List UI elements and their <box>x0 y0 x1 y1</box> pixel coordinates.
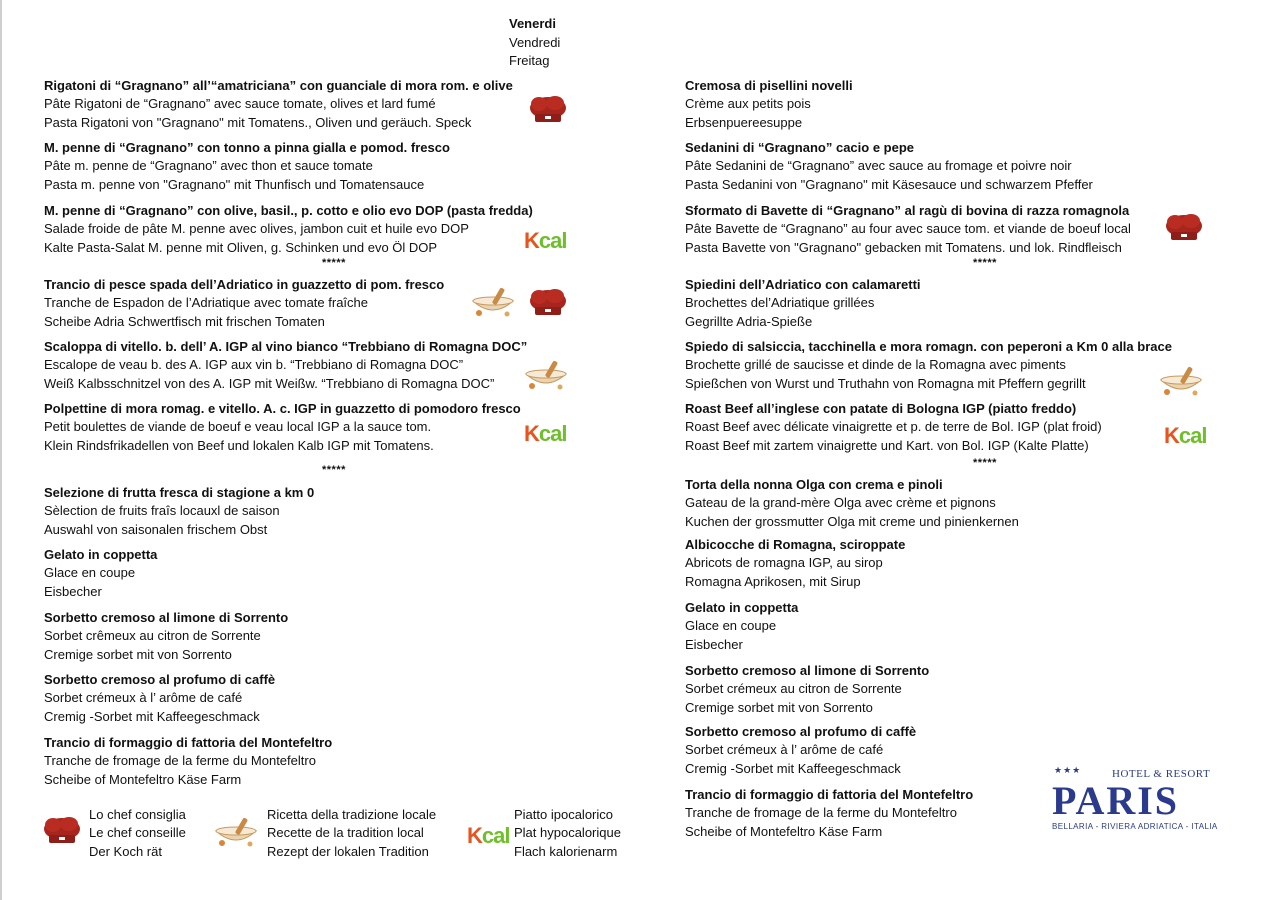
dish-title: Torta della nonna Olga con crema e pinoli <box>685 477 943 492</box>
dish-de: Cremig -Sorbet mit Kaffeegeschmack <box>685 760 901 776</box>
separator-stars: ***** <box>973 457 997 469</box>
dish-title: Gelato in coppetta <box>685 600 799 615</box>
dish-de: Kuchen der grossmutter Olga mit creme und pinienkernen <box>685 513 1019 529</box>
separator-stars: ***** <box>322 257 346 269</box>
day-de: Freitag <box>509 53 550 68</box>
dish-de: Cremig -Sorbet mit Kaffeegeschmack <box>44 708 260 724</box>
kcal-k: K <box>467 823 482 848</box>
dish-fr: Sorbet crémeux à l’ arôme de café <box>685 742 884 758</box>
dish-fr: Glace en coupe <box>685 618 777 634</box>
kcal-icon <box>1164 423 1206 449</box>
legend-fr: Recette de la tradition local <box>267 825 424 841</box>
kcal-icon <box>467 823 509 849</box>
legend-it: Ricetta della tradizione locale <box>267 807 437 822</box>
kcal-rest: cal <box>538 421 567 446</box>
day-fr: Vendredi <box>509 34 561 50</box>
dish-fr: Pâte Bavette de “Gragnano” au four avec sauce tom. et viande de boeuf local <box>685 221 1131 237</box>
dish-fr: Pâte Sedanini de “Gragnano” avec sauce au fromage et poivre noir <box>685 158 1072 174</box>
dish-title: Cremosa di pisellini novelli <box>685 78 853 93</box>
menu-item <box>44 202 584 257</box>
dish-de: Cremige sorbet mit von Sorrento <box>685 699 873 715</box>
dish-title: Sorbetto cremoso al profumo di caffè <box>685 724 917 739</box>
menu-item <box>685 476 1225 531</box>
menu-item <box>685 338 1225 393</box>
dish-title: Albicocche di Romagna, sciroppate <box>685 537 906 552</box>
dish-fr: Crème aux petits pois <box>685 96 811 112</box>
menu-item <box>44 77 584 132</box>
dish-fr: Sèlection de fruits fraîs locauxl de saison <box>44 503 280 519</box>
separator-stars: ***** <box>973 257 997 269</box>
kcal-rest: cal <box>481 823 510 848</box>
menu-item <box>685 400 1225 455</box>
chef-hat-icon <box>527 94 569 126</box>
menu-item <box>685 662 1225 717</box>
dish-title: Gelato in coppetta <box>44 547 158 562</box>
menu-item <box>44 546 584 601</box>
separator-stars: ***** <box>322 464 346 476</box>
dish-de: Roast Beef mit zartem vinaigrette und Kart. von Bol. IGP (Kalte Platte) <box>685 437 1089 453</box>
logo-location: BELLARIA - RIVIERA ADRIATICA - ITALIA <box>1052 822 1218 831</box>
dish-de: Pasta Rigatoni von "Gragnano" mit Tomatens., Oliven und geräuch. Speck <box>44 114 472 130</box>
chef-hat-icon <box>527 287 569 319</box>
legend-chef <box>89 806 186 861</box>
kcal-icon <box>524 228 566 254</box>
mortar-pestle-icon <box>212 815 260 849</box>
dish-fr: Roast Beef avec délicate vinaigrette et p. de terre de Bol. IGP (plat froid) <box>685 419 1102 435</box>
dish-de: Eisbecher <box>685 636 743 652</box>
dish-fr: Salade froide de pâte M. penne avec olives, jambon cuit et huile evo DOP <box>44 221 469 237</box>
chef-hat-icon <box>1163 212 1205 244</box>
mortar-pestle-icon <box>469 285 517 319</box>
dish-fr: Abricots de romagna IGP, au sirop <box>685 555 883 571</box>
menu-item <box>685 77 1225 132</box>
dish-title: Trancio di pesce spada dell’Adriatico in guazzetto di pom. fresco <box>44 277 445 292</box>
dish-fr: Glace en coupe <box>44 565 136 581</box>
dish-title: Sorbetto cremoso al profumo di caffè <box>44 672 276 687</box>
dish-fr: Sorbet crémeux à l’ arôme de café <box>44 690 243 706</box>
dish-title: Selezione di frutta fresca di stagione a km 0 <box>44 485 315 500</box>
legend-de: Rezept der lokalen Tradition <box>267 843 429 859</box>
menu-item <box>44 139 584 194</box>
dish-title: Scaloppa di vitello. b. dell’ A. IGP al vino bianco “Trebbiano di Romagna DOC” <box>44 339 528 354</box>
dish-title: Polpettine di mora romag. e vitello. A. c. IGP in guazzetto di pomodoro fresco <box>44 401 521 416</box>
legend-it: Lo chef consiglia <box>89 807 186 822</box>
dish-de: Scheibe of Montefeltro Käse Farm <box>685 823 883 839</box>
dish-fr: Tranche de fromage de la ferme du Montefeltro <box>685 805 957 821</box>
dish-title: Trancio di formaggio di fattoria del Montefeltro <box>685 787 974 802</box>
dish-de: Gegrillte Adria-Spieße <box>685 313 813 329</box>
dish-title: Sorbetto cremoso al limone di Sorrento <box>44 610 289 625</box>
menu-item <box>685 599 1225 654</box>
dish-fr: Petit boulettes de viande de boeuf e veau local IGP a la sauce tom. <box>44 419 432 435</box>
dish-fr: Tranche de Espadon de l’Adriatique avec tomate fraîche <box>44 295 368 311</box>
dish-fr: Sorbet crêmeux au citron de Sorrente <box>44 628 261 644</box>
dish-de: Weiß Kalbsschnitzel von des A. IGP mit Weißw. “Trebbiano di Romagna DOC” <box>44 375 495 391</box>
dish-title: Rigatoni di “Gragnano” all’“amatriciana” con guanciale di mora rom. e olive <box>44 78 513 93</box>
dish-de: Auswahl von saisonalen frischem Obst <box>44 521 268 537</box>
dish-de: Pasta m. penne von "Gragnano" mit Thunfisch und Tomatensauce <box>44 176 425 192</box>
dish-title: Sedanini di “Gragnano” cacio e pepe <box>685 140 914 155</box>
kcal-k: K <box>524 228 539 253</box>
legend-tradition <box>267 806 436 861</box>
dish-fr: Pâte m. penne de “Gragnano” avec thon et sauce tomate <box>44 158 373 174</box>
menu-item <box>685 202 1225 257</box>
kcal-k: K <box>524 421 539 446</box>
kcal-rest: cal <box>1178 423 1207 448</box>
dish-de: Erbsenpuereesuppe <box>685 114 803 130</box>
dish-fr: Sorbet crémeux au citron de Sorrente <box>685 681 902 697</box>
menu-item <box>44 484 584 539</box>
day-header <box>509 15 560 71</box>
dish-title: Trancio di formaggio di fattoria del Montefeltro <box>44 735 333 750</box>
chef-hat-icon <box>41 815 83 847</box>
dish-fr: Escalope de veau b. des A. IGP aux vin b. “Trebbiano di Romagna DOC” <box>44 357 464 373</box>
menu-item <box>44 671 584 726</box>
kcal-k: K <box>1164 423 1179 448</box>
dish-de: Kalte Pasta-Salat M. penne mit Oliven, g. Schinken und evo Öl DOP <box>44 239 438 255</box>
dish-title: M. penne di “Gragnano” con tonno a pinna gialla e pomod. fresco <box>44 140 450 155</box>
legend-fr: Plat hypocalorique <box>514 825 621 841</box>
legend-fr: Le chef conseille <box>89 825 186 841</box>
dish-fr: Gateau de la grand-mère Olga avec crème et pignons <box>685 495 996 511</box>
mortar-pestle-icon <box>1157 364 1205 398</box>
kcal-icon <box>524 421 566 447</box>
legend-kcal <box>514 806 621 861</box>
dish-fr: Pâte Rigatoni de “Gragnano” avec sauce tomate, olives et lard fumé <box>44 96 436 112</box>
legend-it: Piatto ipocalorico <box>514 807 613 822</box>
logo-name: PARIS <box>1052 778 1180 823</box>
dish-de: Eisbecher <box>44 583 102 599</box>
dish-fr: Brochette grillé de saucisse et dinde de la Romagna avec piments <box>685 357 1066 373</box>
menu-item <box>685 276 1225 331</box>
dish-de: Pasta Bavette von "Gragnano" gebacken mit Tomatens. und lok. Rindfleisch <box>685 239 1122 255</box>
dish-de: Pasta Sedanini von "Gragnano" mit Käsesauce und schwarzem Pfeffer <box>685 176 1093 192</box>
dish-title: M. penne di “Gragnano” con olive, basil., p. cotto e olio evo DOP (pasta fredda) <box>44 203 533 218</box>
legend-de: Der Koch rät <box>89 843 162 859</box>
dish-de: Scheibe of Montefeltro Käse Farm <box>44 771 242 787</box>
menu-item <box>44 609 584 664</box>
mortar-pestle-icon <box>522 358 570 392</box>
logo-tagline: HOTEL & RESORT <box>1112 768 1211 780</box>
dish-title: Spiedini dell’Adriatico con calamaretti <box>685 277 921 292</box>
menu-item <box>44 338 584 393</box>
kcal-rest: cal <box>538 228 567 253</box>
menu-item <box>685 139 1225 194</box>
dish-title: Sorbetto cremoso al limone di Sorrento <box>685 663 930 678</box>
dish-title: Roast Beef all’inglese con patate di Bologna IGP (piatto freddo) <box>685 401 1077 416</box>
dish-de: Klein Rindsfrikadellen von Beef und lokalen Kalb IGP mit Tomatens. <box>44 437 434 453</box>
dish-fr: Brochettes del’Adriatique grillées <box>685 295 875 311</box>
dish-title: Spiedo di salsiccia, tacchinella e mora romagn. con peperoni a Km 0 alla brace <box>685 339 1172 354</box>
dish-de: Spießchen von Wurst und Truthahn von Romagna mit Pfeffern gegrillt <box>685 375 1086 391</box>
dish-title: Sformato di Bavette di “Gragnano” al ragù di bovina di razza romagnola <box>685 203 1130 218</box>
dish-de: Romagna Aprikosen, mit Sirup <box>685 573 861 589</box>
menu-item <box>44 734 584 789</box>
page-edge <box>0 0 2 900</box>
day-it: Venerdi <box>509 16 556 31</box>
dish-de: Cremige sorbet mit von Sorrento <box>44 646 232 662</box>
legend-de: Flach kalorienarm <box>514 843 618 859</box>
menu-item <box>44 400 584 455</box>
menu-item <box>685 536 1225 591</box>
hotel-logo <box>1052 763 1222 835</box>
dish-de: Scheibe Adria Schwertfisch mit frischen Tomaten <box>44 313 325 329</box>
logo-stars: ★★★ <box>1054 765 1082 775</box>
dish-fr: Tranche de fromage de la ferme du Montefeltro <box>44 753 316 769</box>
